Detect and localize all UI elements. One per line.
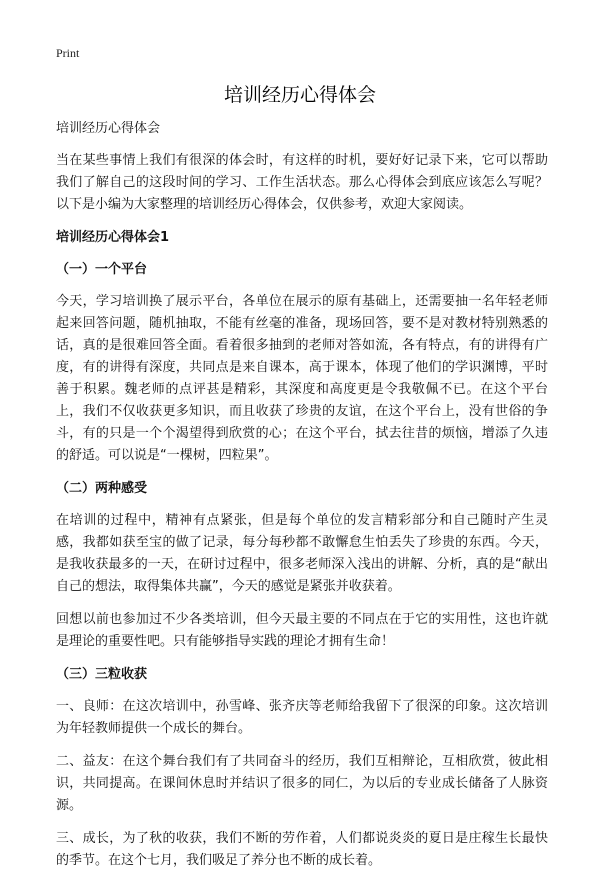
part3-item-3: 三、成长，为了秋的收获，我们不断的劳作着，人们都说炎炎的夏日是庄稼生长最快的季节。在这个七月，我们吸足了养分也不断的成长着。 [56,831,548,868]
part2-paragraph-1: 在培训的过程中，精神有点紧张，但是每个单位的发言精彩部分和自己随时产生灵感，我都如获至宝的做了记录，每分每秒都不敢懈怠生怕丢失了珍贵的东西。今天，是我收获最多的一天，在研讨过程中，很多老师深入浅出的讲解、分析，真的是“献出自己的想法，取得集体共赢”，今天的感觉是紧张并收获着。 [56,513,548,594]
document-body [56,118,548,883]
part2-paragraph-2: 回想以前也参加过不少各类培训，但今天最主要的不同点在于它的实用性，这也许就是理论的重要性吧。只有能够指导实践的理论才拥有生命！ [56,612,548,649]
print-label: Print [56,46,80,60]
document-subtitle: 培训经历心得体会 [56,121,161,136]
page-title: 培训经历心得体会 [223,84,376,106]
section-heading: 培训经历心得体会1 [56,230,170,245]
part3-heading: （三）三粒收获 [56,667,148,682]
part3-item-1: 一、良师：在这次培训中，孙雪峰、张齐庆等老师给我留下了很深的印象。这次培训为年轻教师提供一个成长的舞台。 [56,699,548,736]
part2-heading: （二）两种感受 [56,481,148,496]
intro-paragraph: 当在某些事情上我们有很深的体会时，有这样的时机，要好好记录下来，它可以帮助我们了解自己的这段时间的学习、工作生活状态。那么心得体会到底应该怎么写呢？以下是小编为大家整理的培训经历心得体会，仅供参考，欢迎大家阅读。 [56,153,548,212]
part3-item-2: 二、益友：在这个舞台我们有了共同奋斗的经历，我们互相辩论，互相欣赏，彼此相识，共同提高。在课间休息时并结识了很多的同仁，为以后的专业成长储备了人脉资源。 [56,754,548,813]
part1-heading: （一）一个平台 [56,262,148,277]
part1-paragraph: 今天，学习培训换了展示平台，各单位在展示的原有基础上，还需要抽一名年轻老师起来回答问题，随机抽取，不能有丝毫的准备，现场回答，要不是对教材特别熟悉的话，真的是很难回答全面。看着很多抽到的老师对答如流，各有特点，有的讲得有广度，有的讲得有深度，共同点是来自课本，高于课本，体现了他们的学识渊博，平时善于积累。魏老师的点评甚是精彩，其深度和高度更是令我敬佩不已。在这个平台上，我们不仅收获更多知识，而且收获了珍贵的友谊，在这个平台上，没有世俗的争斗，有的只是一个个渴望得到欣赏的心；在这个平台，拭去往昔的烦恼，增添了久违的舒适。可以说是“一棵树，四粒果”。 [56,294,548,463]
